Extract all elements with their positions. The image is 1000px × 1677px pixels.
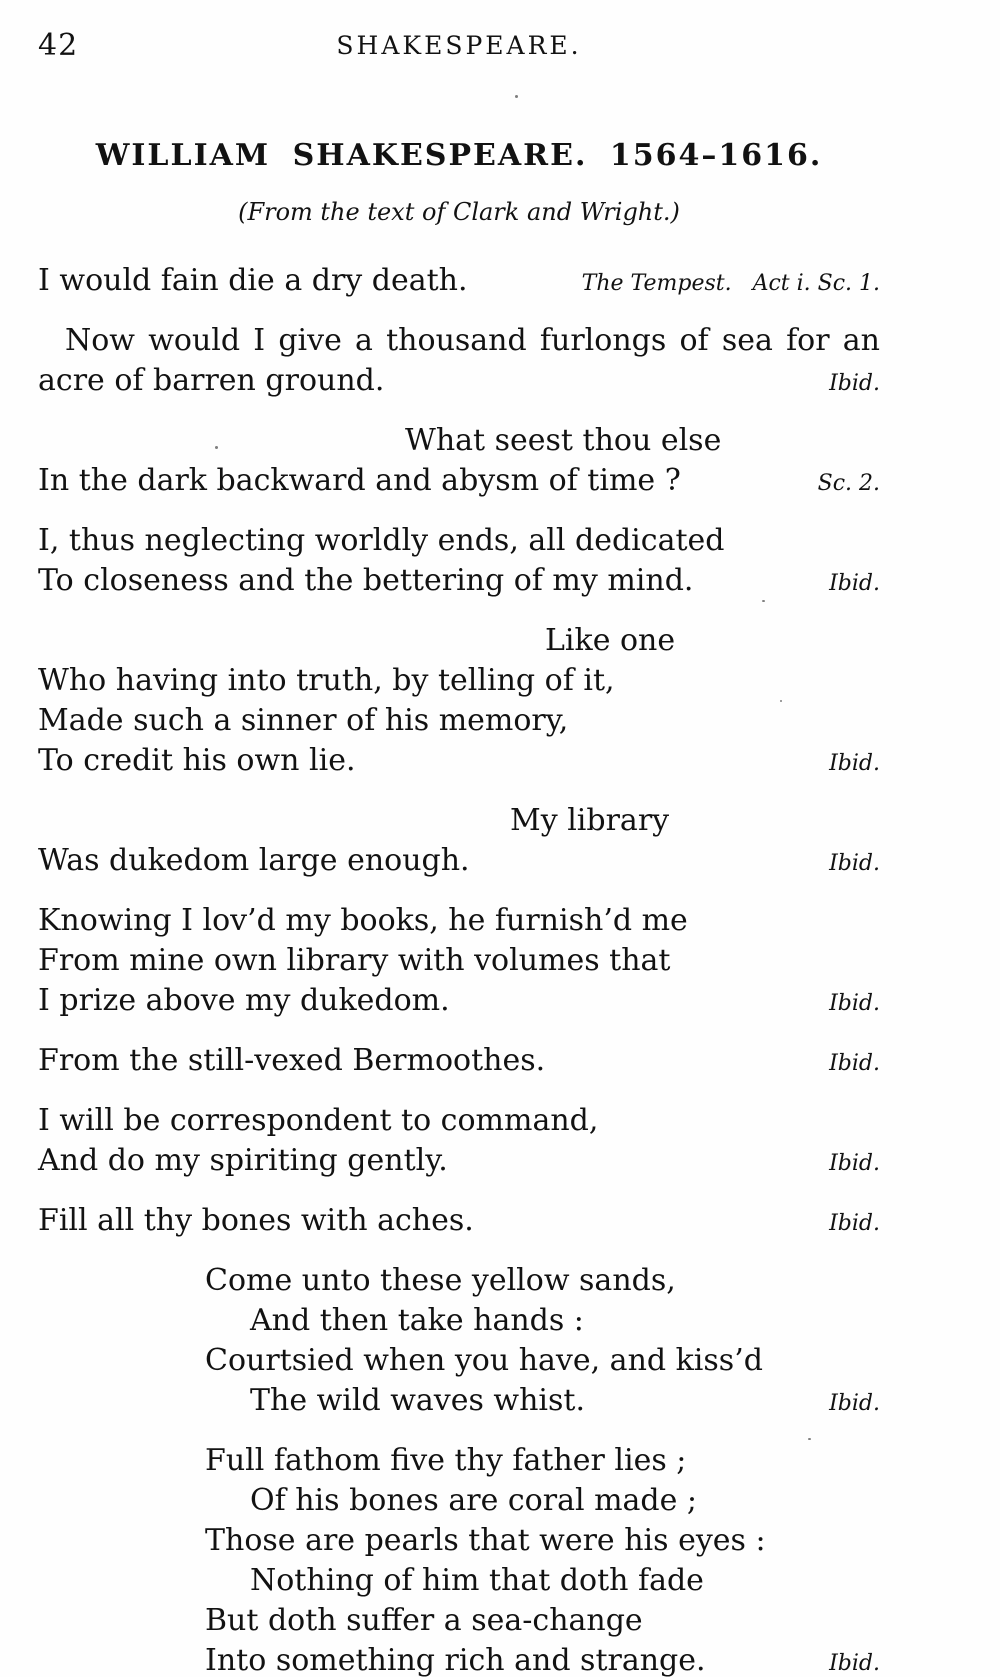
quote-line bbox=[38, 261, 880, 304]
quote-line bbox=[38, 361, 880, 404]
quote-line: Like one bbox=[545, 623, 676, 658]
quote-line bbox=[38, 1141, 880, 1184]
citation: Ibid. bbox=[829, 571, 880, 596]
quote-line: I, thus neglecting worldly ends, all dedicated bbox=[38, 523, 725, 558]
quote-line: Full fathom five thy father lies ; bbox=[205, 1443, 687, 1478]
quote-text: I prize above my dukedom. bbox=[38, 983, 450, 1018]
citation: Ibid. bbox=[829, 1651, 880, 1676]
citation: Ibid. bbox=[829, 1151, 880, 1176]
quote-line: Knowing I lov’d my books, he furnish’d me bbox=[38, 903, 688, 938]
quote-line bbox=[38, 1641, 880, 1677]
quote-line: My library bbox=[510, 803, 670, 838]
page-number: 42 bbox=[38, 28, 79, 63]
quote-line bbox=[38, 561, 880, 604]
scan-speck bbox=[808, 1438, 811, 1440]
quote-line bbox=[38, 981, 880, 1024]
citation: Ibid. bbox=[829, 371, 880, 396]
quotation bbox=[38, 321, 880, 404]
quote-text: To closeness and the bettering of my mind. bbox=[38, 563, 694, 598]
quote-text: The wild waves whist. bbox=[250, 1383, 586, 1418]
quotation bbox=[38, 1441, 880, 1677]
citation: Ibid. bbox=[829, 1051, 880, 1076]
quote-line: Of his bones are coral made ; bbox=[250, 1483, 698, 1518]
quote-text: Fill all thy bones with aches. bbox=[38, 1203, 474, 1238]
quote-line bbox=[38, 841, 880, 884]
running-head-title: SHAKESPEARE. bbox=[336, 31, 582, 60]
quotation bbox=[38, 1041, 880, 1084]
quote-line bbox=[38, 1041, 880, 1084]
quotation bbox=[38, 261, 880, 304]
quote-line: Come unto these yellow sands, bbox=[205, 1263, 676, 1298]
quote-line: Now would I give a thousand furlongs of sea for an bbox=[65, 323, 880, 358]
quotation bbox=[38, 1261, 880, 1424]
scan-speck bbox=[762, 600, 765, 602]
quotation bbox=[38, 1201, 880, 1244]
citation: Ibid. bbox=[829, 1211, 880, 1236]
scan-speck bbox=[515, 95, 518, 98]
citation: Ibid. bbox=[829, 851, 880, 876]
quote-text: In the dark backward and abysm of time ? bbox=[38, 463, 681, 498]
quote-text: Into something rich and strange. bbox=[205, 1643, 706, 1677]
quote-line: I will be correspondent to command, bbox=[38, 1103, 599, 1138]
quote-line: Who having into truth, by telling of it, bbox=[38, 663, 615, 698]
quote-text: acre of barren ground. bbox=[38, 363, 385, 398]
quotation bbox=[38, 421, 880, 504]
quote-line: Those are pearls that were his eyes : bbox=[205, 1523, 766, 1558]
scan-speck bbox=[780, 700, 782, 702]
citation: Ibid. bbox=[829, 751, 880, 776]
source-note: (From the text of Clark and Wright.) bbox=[238, 198, 680, 226]
quote-line: What seest thou else bbox=[405, 423, 722, 458]
quote-line: But doth suffer a sea-change bbox=[205, 1603, 643, 1638]
citation: Ibid. bbox=[829, 1391, 880, 1416]
quote-line: And then take hands : bbox=[250, 1303, 584, 1338]
citation: Ibid. bbox=[829, 991, 880, 1016]
quote-line: From mine own library with volumes that bbox=[38, 943, 671, 978]
quote-text: From the still-vexed Bermoothes. bbox=[38, 1043, 546, 1078]
citation: Sc. 2. bbox=[817, 471, 880, 496]
quote-text: And do my spiriting gently. bbox=[38, 1143, 448, 1178]
quote-line: Made such a sinner of his memory, bbox=[38, 703, 569, 738]
quote-line bbox=[38, 741, 880, 784]
running-header bbox=[38, 28, 880, 68]
quotation bbox=[38, 521, 880, 604]
quotation bbox=[38, 621, 880, 784]
quote-line bbox=[38, 461, 880, 504]
citation: The Tempest. Act i. Sc. 1. bbox=[581, 271, 880, 296]
quotation bbox=[38, 1101, 880, 1184]
scan-speck bbox=[215, 446, 218, 449]
quote-line: Courtsied when you have, and kiss’d bbox=[205, 1343, 763, 1378]
quote-line bbox=[38, 1381, 880, 1424]
author-title: WILLIAM SHAKESPEARE. 1564–1616. bbox=[95, 138, 823, 173]
quote-line bbox=[38, 1201, 880, 1244]
quotation bbox=[38, 901, 880, 1024]
quote-line: Nothing of him that doth fade bbox=[250, 1563, 704, 1598]
quotation bbox=[38, 801, 880, 884]
quote-text: I would fain die a dry death. bbox=[38, 263, 468, 298]
quotation-list bbox=[38, 261, 880, 1677]
quote-text: Was dukedom large enough. bbox=[38, 843, 470, 878]
quote-text: To credit his own lie. bbox=[38, 743, 356, 778]
